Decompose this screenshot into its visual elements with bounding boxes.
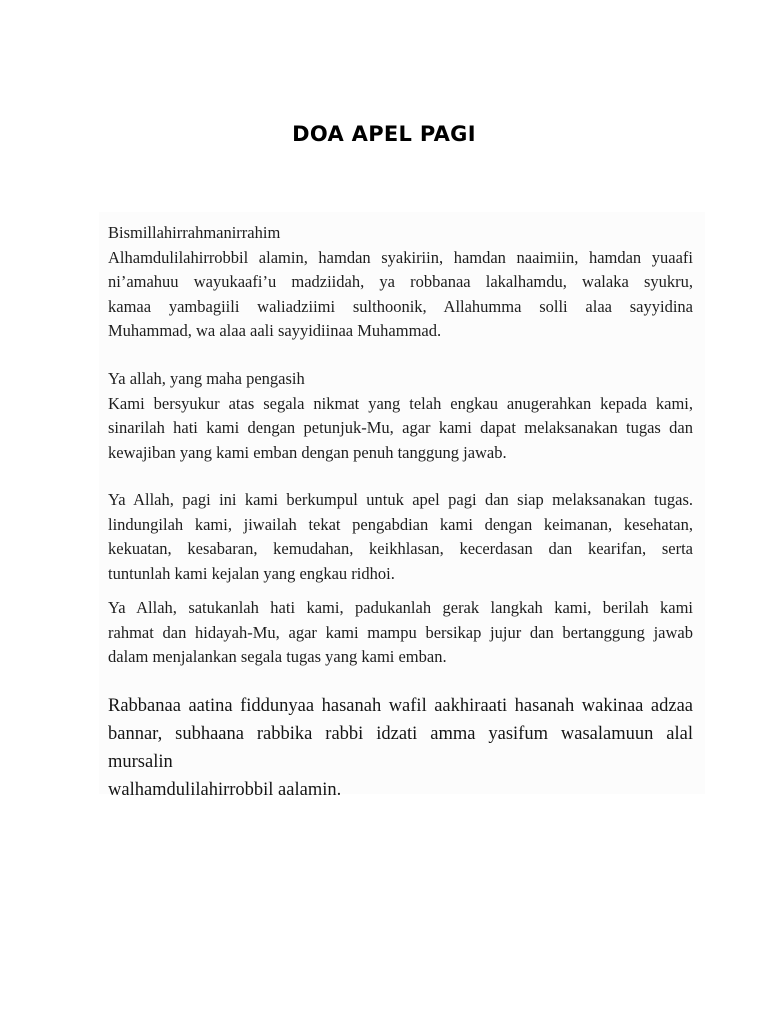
paragraph-line: Bismillahirrahmanirrahim — [108, 223, 281, 242]
paragraph-line: kamaa yambagiili waliadziimi sulthoonik, Allahumma solli alaa sayyidina — [108, 296, 693, 316]
paragraph-assembly — [108, 488, 693, 586]
paragraph-line: Ya Allah, satukanlah hati kami, padukanlah gerak langkah kami, berilah kami — [108, 598, 693, 617]
paragraph-closing — [108, 692, 693, 804]
paragraph-line: ni’amahuu wayukaafi’u madziidah, ya robbanaa lakalhamdu, walaka syukru, — [108, 272, 693, 291]
paragraph-opening — [108, 221, 693, 344]
document-title: DOA APEL PAGI — [292, 122, 476, 146]
paragraph-line: kekuatan, kesabaran, kemudahan, keikhlasan, kecerdasan dan kearifan, serta — [108, 539, 693, 558]
paragraph-line: rahmat dan hidayah-Mu, agar kami mampu bersikap jujur dan bertanggung jawab — [108, 622, 693, 642]
paragraph-line: Kami bersyukur atas segala nikmat yang telah engkau anugerahkan kepada kami, — [108, 393, 693, 413]
paragraph-line: bannar, subhaana rabbika rabbi idzati amma yasifum wasalamuun alal mursalin — [108, 724, 693, 772]
paragraph-line: dalam menjalankan segala tugas yang kami emban. — [108, 647, 447, 666]
paragraph-gratitude — [108, 367, 693, 465]
paragraph-line: Ya Allah, pagi ini kami berkumpul untuk apel pagi dan siap melaksanakan tugas. — [108, 490, 693, 509]
paragraph-line: walhamdulilahirrobbil aalamin. — [108, 780, 342, 800]
paragraph-line: tuntunlah kami kejalan yang engkau ridhoi. — [108, 563, 395, 583]
paragraph-line: lindungilah kami, jiwailah tekat pengabdian kami dengan keimanan, kesehatan, — [108, 514, 693, 534]
paragraph-line: Muhammad, wa alaa aali sayyidiinaa Muhammad. — [108, 321, 442, 340]
paragraph-line: kewajiban yang kami emban dengan penuh tanggung jawab. — [108, 442, 507, 462]
paragraph-unity — [108, 596, 693, 670]
paragraph-line: Rabbanaa aatina fiddunyaa hasanah wafil aakhiraati hasanah wakinaa adzaa — [108, 696, 693, 716]
paragraph-line: sinarilah hati kami dengan petunjuk-Mu, agar kami dapat melaksanakan tugas dan — [108, 418, 693, 437]
paragraph-line: Alhamdulilahirrobbil alamin, hamdan syakiriin, hamdan naaimiin, hamdan yuaafi — [108, 247, 693, 267]
paragraph-line: Ya allah, yang maha pengasih — [108, 369, 305, 388]
